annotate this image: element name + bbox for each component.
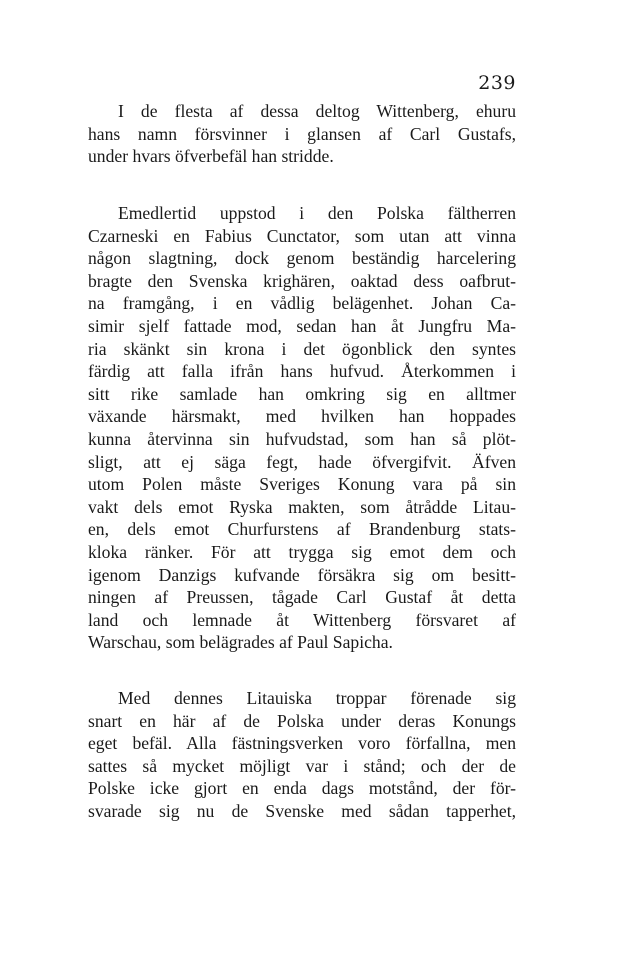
text-line: sligt, att ej säga fegt, hade öfvergifvit. Äfven [88, 451, 516, 472]
text-line: hans namn försvinner i glansen af Carl Gustafs, [88, 123, 516, 144]
text-line: ria skänkt sin krona i det ögonblick den syntes [88, 338, 516, 359]
text-line: sattes så mycket möjligt var i stånd; och der de [88, 755, 516, 776]
paragraph-3 [88, 687, 516, 823]
text-line: igenom Danzigs kufvande försäkra sig om besitt- [88, 564, 516, 585]
text-line: na framgång, i en vådlig belägenhet. Johan Ca- [88, 293, 516, 314]
text-line: kunna återvinna sin hufvudstad, som han så plöt- [88, 428, 516, 449]
text-line: ningen af Preussen, tågade Carl Gustaf åt detta [88, 587, 516, 608]
text-line: Warschau, som belägrades af Paul Sapicha. [88, 632, 393, 653]
text-line: utom Polen måste Sveriges Konung vara på sin [88, 474, 516, 495]
text-line: simir sjelf fattade mod, sedan han åt Jungfru Ma- [88, 315, 516, 336]
text-line: Emedlertid uppstod i den Polska fältherren [118, 203, 516, 223]
text-line: land och lemnade åt Wittenberg försvaret af [88, 609, 516, 630]
text-line: någon slagtning, dock genom beständig harcelering [88, 248, 516, 269]
page-number: 239 [478, 72, 516, 94]
text-line: växande härsmakt, med hvilken han hoppades [88, 406, 516, 427]
text-line: en, dels emot Churfurstens af Brandenburg stats- [88, 519, 516, 540]
text-line: vakt dels emot Ryska makten, som åtrådde Litau- [88, 496, 516, 517]
text-line: eget befäl. Alla fästningsverken voro förfallna, men [88, 733, 516, 754]
text-line: snart en här af de Polska under deras Konungs [88, 710, 516, 731]
text-line: färdig att falla ifrån hans hufvud. Återkommen i [88, 361, 516, 382]
text-line: bragte den Svenska krighären, oaktad dess oafbrut- [88, 270, 516, 291]
text-line: Polske icke gjort en enda dags motstånd, der för- [88, 778, 516, 799]
text-line: Med dennes Litauiska troppar förenade sig [118, 688, 516, 708]
paragraph-2 [88, 202, 516, 654]
paragraph-1 [88, 100, 516, 168]
text-line: under hvars öfverbefäl han stridde. [88, 146, 334, 167]
text-line: svarade sig nu de Svenske med sådan tapperhet, [88, 800, 516, 821]
text-line: I de flesta af dessa deltog Wittenberg, ehuru [118, 101, 516, 121]
text-line: Czarneski en Fabius Cunctator, som utan att vinna [88, 225, 516, 246]
text-line: sitt rike samlade han omkring sig en alltmer [88, 383, 516, 404]
text-line: kloka ränker. För att trygga sig emot dem och [88, 541, 516, 562]
